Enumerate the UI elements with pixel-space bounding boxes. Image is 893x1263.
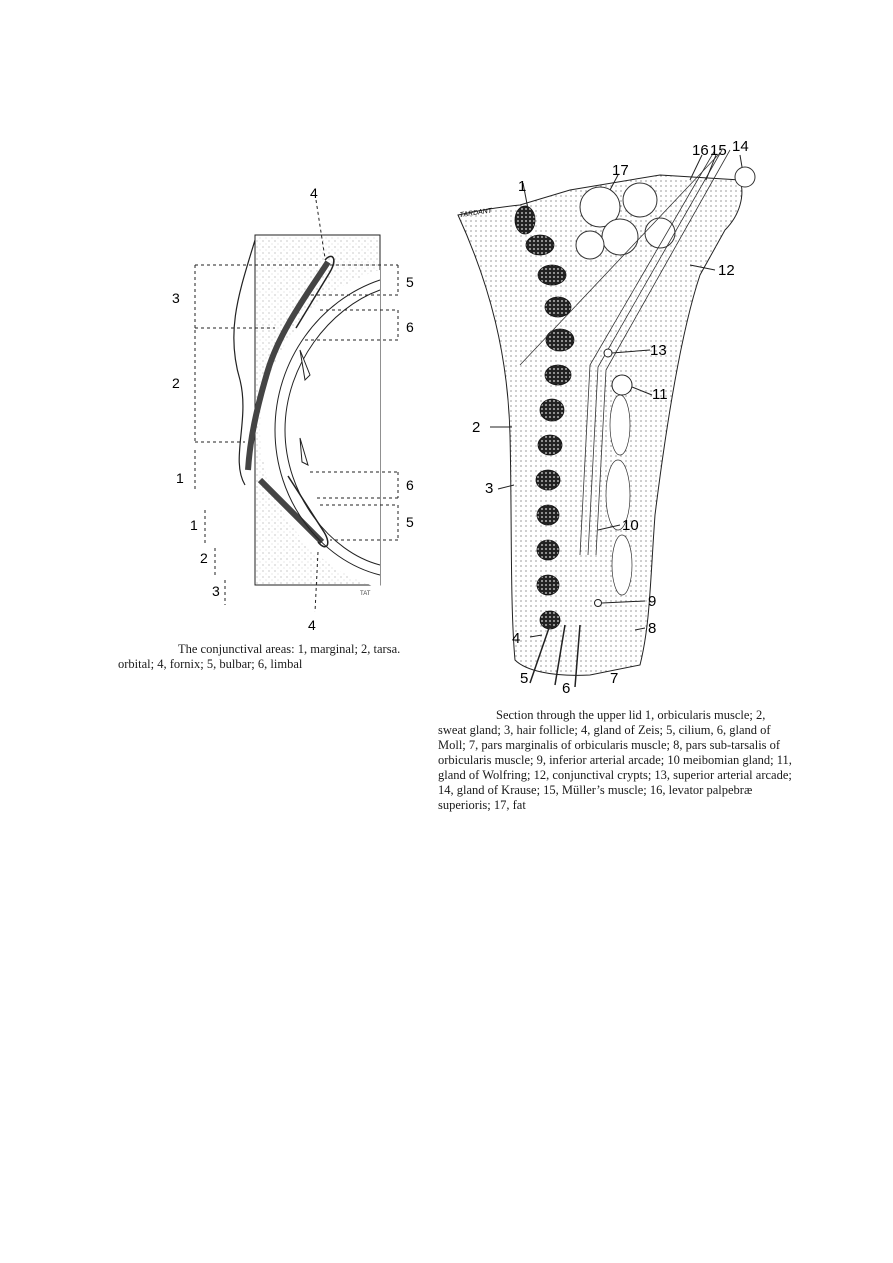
label-2: 2 [472, 419, 481, 436]
left-caption-line-2: orbital; 4, fornix; 5, bulbar; 6, limbal [118, 657, 303, 671]
artist-signature: TAT [360, 591, 371, 597]
superior-arterial-arcade [604, 349, 612, 357]
label-16: 16 [692, 142, 709, 159]
label-15: 15 [710, 142, 727, 159]
left-figure-caption [118, 642, 458, 672]
conjunctival-areas-diagram [160, 180, 460, 640]
label-1: 1 [518, 178, 527, 195]
label-7: 7 [610, 670, 619, 687]
label-17: 17 [612, 162, 629, 179]
label-9: 9 [648, 593, 657, 610]
inferior-arterial-arcade [595, 600, 602, 607]
left-caption-line-1: The conjunctival areas: 1, marginal; 2, tarsa. [178, 642, 401, 656]
label-1-upper: 1 [176, 470, 184, 486]
label-2-lower: 2 [200, 550, 208, 566]
label-14: 14 [732, 138, 749, 155]
gland-of-wolfring [612, 375, 632, 395]
watermark: TARDANT [459, 207, 493, 219]
label-1-lower: 1 [190, 517, 198, 533]
upper-lid-section-diagram [440, 135, 770, 705]
label-2-upper: 2 [172, 375, 180, 391]
label-3: 3 [485, 480, 494, 497]
label-4: 4 [512, 630, 521, 647]
label-4-bottom: 4 [308, 617, 316, 633]
label-5-lower: 5 [406, 514, 414, 530]
label-11: 11 [652, 386, 668, 403]
label-8: 8 [648, 620, 657, 637]
label-4-top: 4 [310, 185, 318, 201]
label-5: 5 [520, 670, 529, 687]
label-3-lower: 3 [212, 583, 220, 599]
right-figure-caption: Section through the upper lid 1, orbicularis muscle; 2, sweat gland; 3, hair follicle; 4, gland of Zeis; 5, cilium, 6, gland of Moll; 7, pars marginalis of orbicularis muscle; 8, pars sub-tarsalis of orbicularis muscle; 9, inferior arterial arcade; 10 meibomian gland; 11, gland of Wolfring; 12, conjunctival crypts; 13, superior arterial arcade; 14, gland of Krause; 15, Müller’s muscle; 16, levator palpebræ superioris; 17, fat [438, 708, 792, 812]
label-12: 12 [718, 262, 735, 279]
label-6-lower: 6 [406, 477, 414, 493]
label-6: 6 [562, 680, 571, 697]
label-6-upper: 6 [406, 319, 414, 335]
label-10: 10 [622, 517, 639, 534]
label-3-upper: 3 [172, 290, 180, 306]
label-13: 13 [650, 342, 667, 359]
label-5-upper: 5 [406, 274, 414, 290]
